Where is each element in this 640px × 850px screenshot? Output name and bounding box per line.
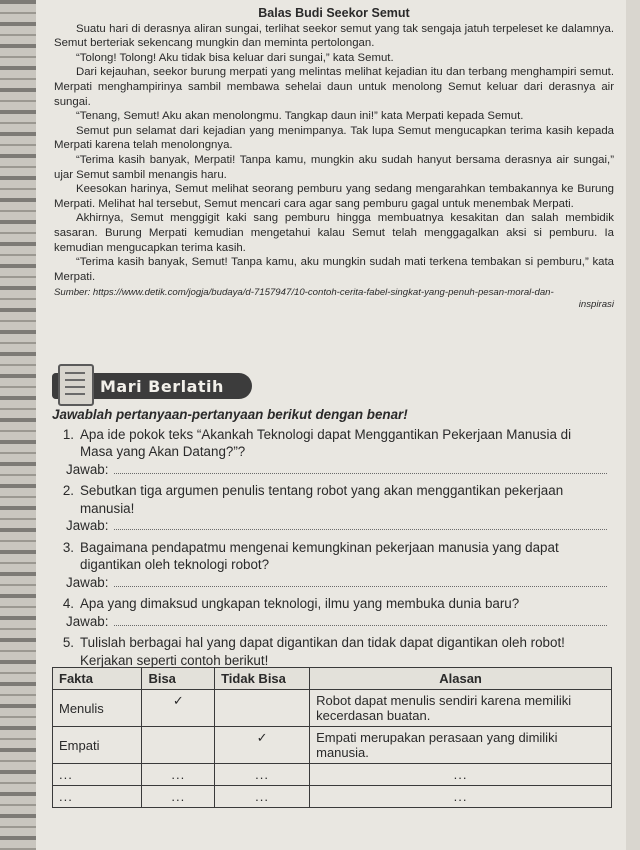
- table-row: [53, 727, 612, 764]
- table-cell: Menulis: [53, 690, 142, 727]
- table-cell: Empati merupakan perasaan yang dimiliki manusia.: [310, 727, 612, 764]
- story-paragraph: Keesokan harinya, Semut melihat seorang pemburu yang sedang mengarahkan tembakannya ke Burung Merpati. Melihat hal tersebut, Semut mencari cara agar sang pemburu gagal untuk menembak Merpati.: [54, 183, 614, 210]
- table-cell[interactable]: ...: [142, 786, 215, 808]
- table-cell[interactable]: ...: [215, 764, 310, 786]
- table-row: [53, 690, 612, 727]
- table-cell[interactable]: ...: [310, 786, 612, 808]
- exercise-section: [52, 406, 607, 669]
- story-paragraph: “Terima kasih banyak, Semut! Tanpa kamu, aku mungkin sudah mati terkena tembakan si pemburu,” kata Merpati.: [54, 256, 614, 283]
- question-item: [52, 482, 607, 517]
- column-header: Tidak Bisa: [215, 668, 310, 690]
- answer-label: Jawab:: [66, 461, 109, 477]
- source-url: Sumber: https://www.detik.com/jogja/budaya/d-7157947/10-contoh-cerita-fabel-singkat-yang-penuh-pesan-moral-dan-: [54, 287, 554, 299]
- question-number: 3.: [62, 539, 74, 555]
- source-url-end: inspirasi: [578, 299, 614, 311]
- column-header: Fakta: [53, 668, 142, 690]
- answer-field[interactable]: [114, 574, 607, 587]
- question-text: Tulislah berbagai hal yang dapat digantikan dan tidak dapat digantikan oleh robot! Kerjakan seperti contoh berikut!: [80, 635, 565, 668]
- table-cell[interactable]: ...: [215, 786, 310, 808]
- table-cell[interactable]: ...: [142, 764, 215, 786]
- notebook-icon: [58, 364, 94, 406]
- story-paragraph: “Terima kasih banyak, Merpati! Tanpa kamu, mungkin aku sudah hanyut bersama derasnya air sungai,” ujar Semut sambil menangis haru.: [54, 153, 614, 181]
- story-paragraph: Akhirnya, Semut menggigit kaki sang pemburu hingga membuatnya kesakitan dan salah membidik sasaran. Burung Merpati kemudian mengetahui kalau Semut telah menggagalkan aksi si pemburu. Ia kemudian mengucapkan terima kasih.: [54, 212, 614, 254]
- table-header-row: [53, 668, 612, 690]
- exercise-instruction: Jawablah pertanyaan-pertanyaan berikut dengan benar!: [52, 407, 408, 422]
- question-number: 2.: [62, 483, 74, 498]
- question-item: [52, 634, 607, 669]
- answer-line: [52, 517, 607, 535]
- answer-label: Jawab:: [66, 574, 109, 590]
- example-table: [52, 667, 612, 808]
- column-header: Bisa: [142, 668, 215, 690]
- table-cell: [215, 690, 310, 727]
- question-text: Apa yang dimaksud ungkapan teknologi, ilmu yang membuka dunia baru?: [80, 596, 520, 611]
- answer-line: [52, 613, 607, 631]
- table-cell[interactable]: ...: [310, 764, 612, 786]
- table-cell: Empati: [53, 727, 142, 764]
- question-text: Apa ide pokok teks “Akankah Teknologi dapat Menggantikan Pekerjaan Manusia di Masa yang Akan Datang?”?: [80, 426, 572, 459]
- answer-field[interactable]: [114, 461, 607, 474]
- question-item: [52, 426, 607, 461]
- story-title: Balas Budi Seekor Semut: [258, 6, 410, 20]
- story-paragraph: “Tenang, Semut! Aku akan menolongmu. Tangkap daun ini!” kata Merpati kepada Semut.: [76, 110, 524, 123]
- table-row: [53, 786, 612, 808]
- question-text: Bagaimana pendapatmu mengenai kemungkinan pekerjaan manusia yang dapat digantikan oleh teknologi robot?: [80, 539, 559, 572]
- story-paragraph: Suatu hari di derasnya aliran sungai, terlihat seekor semut yang tak sengaja jatuh terpeleset ke dalamnya. Semut berteriak sekencang mungkin dan meminta pertolongan.: [54, 22, 614, 50]
- answer-label: Jawab:: [66, 518, 109, 533]
- answer-field[interactable]: [114, 517, 607, 530]
- question-item: [52, 595, 607, 613]
- table-cell: Robot dapat menulis sendiri karena memiliki kecerdasan buatan.: [310, 690, 612, 727]
- story-paragraph: Semut pun selamat dari kejadian yang menimpanya. Tak lupa Semut mengucapkan terima kasih kepada Merpati karena telah menolongnya.: [54, 124, 614, 152]
- fable-story: [54, 6, 614, 311]
- answer-label: Jawab:: [66, 613, 109, 629]
- table-cell: [142, 727, 215, 764]
- story-source: [54, 287, 614, 311]
- question-number: 5.: [62, 635, 74, 650]
- question-item: [52, 539, 607, 574]
- notebook-binding: [0, 0, 36, 850]
- story-paragraph: “Tolong! Tolong! Aku tidak bisa keluar dari sungai,” kata Semut.: [76, 51, 394, 64]
- story-paragraph: Dari kejauhan, seekor burung merpati yang melintas melihat kejadian itu dan terbang menghampiri semut. Merpati menghampirinya sambil membawa sehelai daun untuk menolong Semut keluar dari derasnya air sungai.: [54, 66, 614, 108]
- section-title: Mari Berlatih: [100, 377, 224, 396]
- table-cell[interactable]: ...: [53, 764, 142, 786]
- table-cell[interactable]: ...: [53, 786, 142, 808]
- answer-line: [52, 461, 607, 479]
- question-text: Sebutkan tiga argumen penulis tentang robot yang akan menggantikan pekerjaan manusia!: [80, 483, 564, 516]
- check-mark-icon: ✓: [142, 690, 215, 727]
- answer-field[interactable]: [114, 613, 607, 626]
- column-header: Alasan: [310, 668, 612, 690]
- answer-line: [52, 574, 607, 592]
- check-mark-icon: ✓: [215, 727, 310, 764]
- question-number: 4.: [62, 596, 74, 611]
- question-number: 1.: [62, 426, 74, 442]
- table-row: [53, 764, 612, 786]
